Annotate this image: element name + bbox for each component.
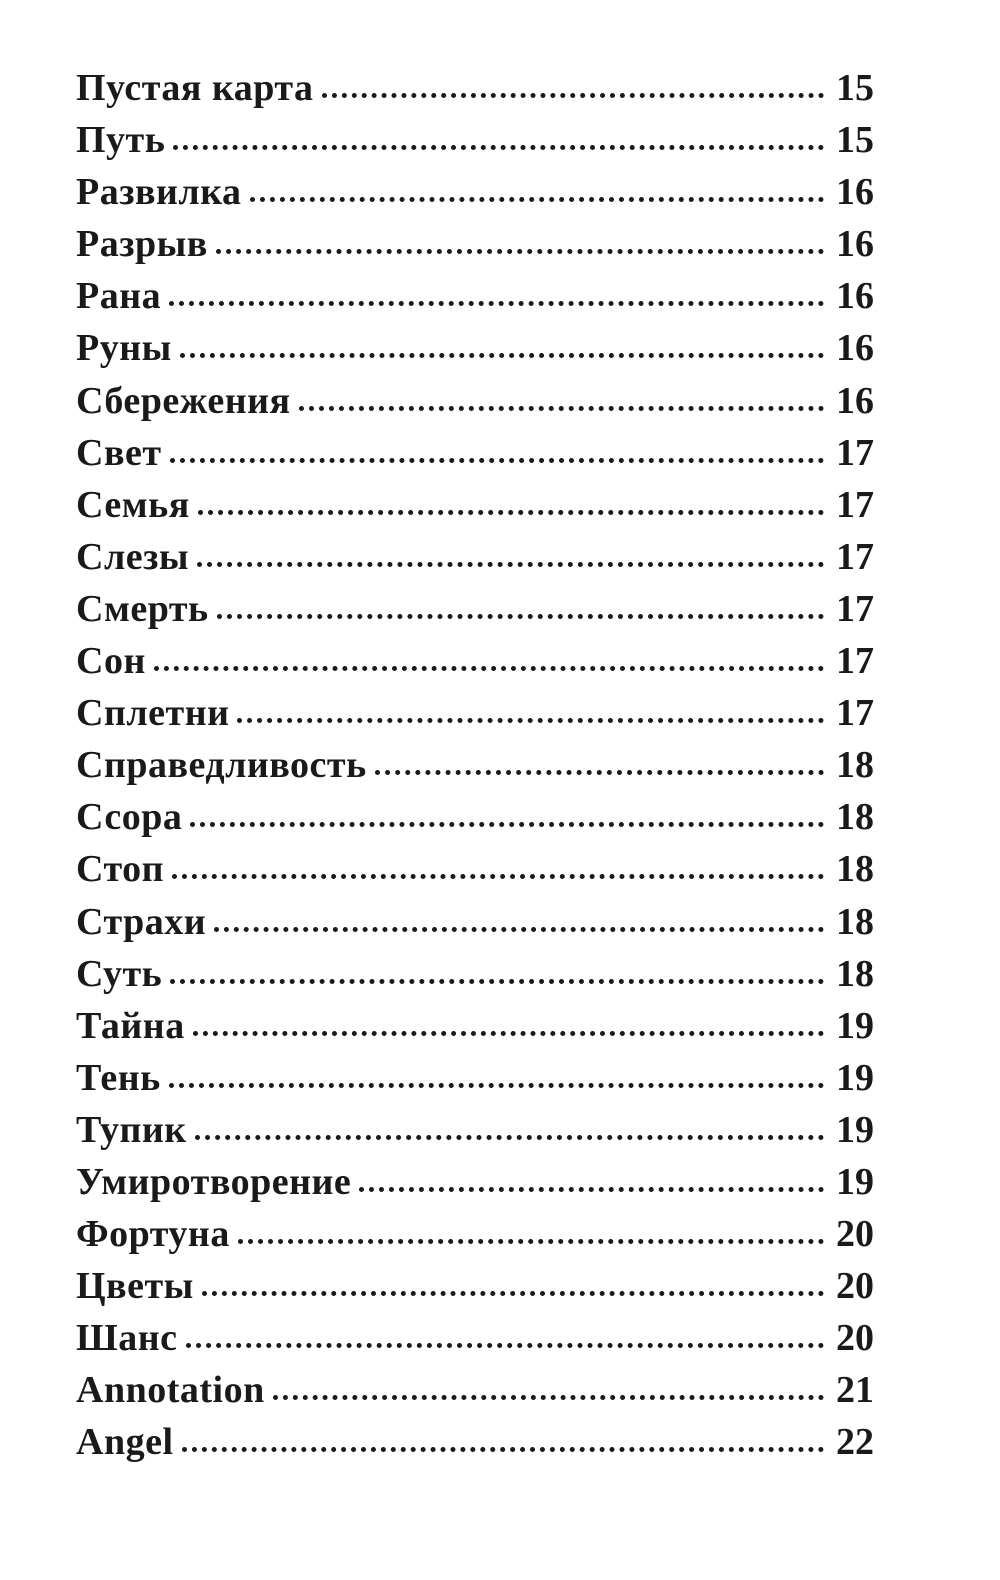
toc-entry-page: 20 <box>836 1213 874 1256</box>
toc-entry <box>76 431 874 483</box>
dot-leader <box>217 614 824 619</box>
toc-entry-page: 19 <box>836 1056 874 1099</box>
toc-entry-page: 17 <box>836 692 874 735</box>
toc-entry-title: Сплетни <box>76 692 230 735</box>
toc-entry <box>76 691 874 743</box>
toc-entry <box>76 952 874 1004</box>
toc-entry <box>76 639 874 691</box>
toc-entry-page: 15 <box>836 119 874 162</box>
dot-leader <box>202 1291 824 1296</box>
toc-entry-title: Развилка <box>76 171 242 214</box>
toc-entry-title: Фортуна <box>76 1213 230 1256</box>
toc-entry-title: Цветы <box>76 1265 194 1308</box>
dot-leader <box>322 93 824 98</box>
toc-entry-page: 18 <box>836 848 874 891</box>
toc-entry <box>76 847 874 899</box>
toc-entry-title: Сбережения <box>76 379 291 422</box>
dot-leader <box>197 562 824 567</box>
toc-entry-page: 16 <box>836 379 874 422</box>
dot-leader <box>154 666 824 671</box>
toc-entry-page: 18 <box>836 796 874 839</box>
toc-entry-page: 18 <box>836 744 874 787</box>
dot-leader <box>182 1447 825 1452</box>
toc-entry <box>76 274 874 326</box>
toc-entry-title: Страхи <box>76 900 207 943</box>
dot-leader <box>193 1031 824 1036</box>
toc-entry-page: 19 <box>836 1004 874 1047</box>
toc-entry <box>76 1316 874 1368</box>
toc-entry-title: Тайна <box>76 1004 185 1047</box>
toc-entry-title: Рана <box>76 275 162 318</box>
dot-leader <box>170 458 825 463</box>
toc-entry-title: Свет <box>76 431 162 474</box>
dot-leader <box>250 197 824 202</box>
toc-entry <box>76 1420 874 1472</box>
dot-leader <box>238 1239 824 1244</box>
dot-leader <box>169 1083 824 1088</box>
toc-entry-title: Умиротворение <box>76 1160 352 1203</box>
toc-entry-page: 16 <box>836 275 874 318</box>
toc-entry <box>76 66 874 118</box>
toc-entry-page: 17 <box>836 640 874 683</box>
toc-entry-page: 18 <box>836 900 874 943</box>
toc-entry-title: Ссора <box>76 796 183 839</box>
toc-entry-title: Пустая карта <box>76 67 314 109</box>
dot-leader <box>180 353 824 358</box>
toc-entry <box>76 587 874 639</box>
toc-entry <box>76 379 874 431</box>
toc-entry <box>76 795 874 847</box>
toc-entry-page: 19 <box>836 1108 874 1151</box>
toc-entry-page: 17 <box>836 535 874 578</box>
dot-leader <box>186 1343 825 1348</box>
toc-entry-page: 18 <box>836 952 874 995</box>
toc-entry-page: 16 <box>836 171 874 214</box>
toc-entry-page: 16 <box>836 327 874 370</box>
toc-entry-title: Смерть <box>76 587 209 630</box>
dot-leader <box>195 1135 824 1140</box>
toc-entry-page: 21 <box>836 1369 874 1412</box>
toc-entry-title: Путь <box>76 119 166 162</box>
dot-leader <box>173 145 824 150</box>
toc-entry <box>76 326 874 378</box>
toc-entry <box>76 1368 874 1420</box>
toc-entry-title: Разрыв <box>76 223 208 266</box>
toc-entry-title: Тупик <box>76 1108 187 1151</box>
dot-leader <box>170 979 824 984</box>
toc-entry <box>76 1056 874 1108</box>
toc-entry-title: Руны <box>76 327 172 370</box>
toc-entry-page: 16 <box>836 223 874 266</box>
toc-entry-title: Annotation <box>76 1369 265 1412</box>
toc-entry-page: 19 <box>836 1160 874 1203</box>
dot-leader <box>375 770 824 775</box>
toc-entry-page: 17 <box>836 587 874 630</box>
toc-entry-page: 17 <box>836 431 874 474</box>
toc-entry <box>76 1212 874 1264</box>
toc-entry <box>76 1160 874 1212</box>
toc-entry <box>76 1108 874 1160</box>
toc-entry-title: Слезы <box>76 535 190 578</box>
toc-entry-title: Angel <box>76 1421 174 1464</box>
toc-entry <box>76 743 874 795</box>
dot-leader <box>169 301 824 306</box>
toc-entry-page: 20 <box>836 1317 874 1360</box>
toc-entry-page: 15 <box>836 67 874 109</box>
toc-entry-title: Стоп <box>76 848 165 891</box>
toc-entry-title: Шанс <box>76 1317 178 1360</box>
toc-entry-page: 17 <box>836 483 874 526</box>
dot-leader <box>237 718 824 723</box>
toc-entry-title: Справедливость <box>76 744 367 787</box>
toc-entry-page: 22 <box>836 1421 874 1464</box>
toc-entry <box>76 1004 874 1056</box>
dot-leader <box>190 822 824 827</box>
toc-entry <box>76 483 874 535</box>
toc-entry <box>76 222 874 274</box>
dot-leader <box>359 1187 824 1192</box>
toc-entry-page: 20 <box>836 1265 874 1308</box>
toc-entry-title: Тень <box>76 1056 161 1099</box>
toc-entry-title: Сон <box>76 640 146 683</box>
dot-leader <box>214 927 824 932</box>
toc-entry <box>76 118 874 170</box>
dot-leader <box>273 1395 824 1400</box>
dot-leader <box>172 874 824 879</box>
dot-leader <box>299 406 824 411</box>
table-of-contents <box>76 66 874 1473</box>
toc-entry <box>76 170 874 222</box>
dot-leader <box>216 249 824 254</box>
toc-entry <box>76 535 874 587</box>
toc-entry <box>76 900 874 952</box>
toc-entry <box>76 1264 874 1316</box>
toc-entry-title: Суть <box>76 952 163 995</box>
toc-entry-title: Семья <box>76 483 190 526</box>
dot-leader <box>198 510 824 515</box>
